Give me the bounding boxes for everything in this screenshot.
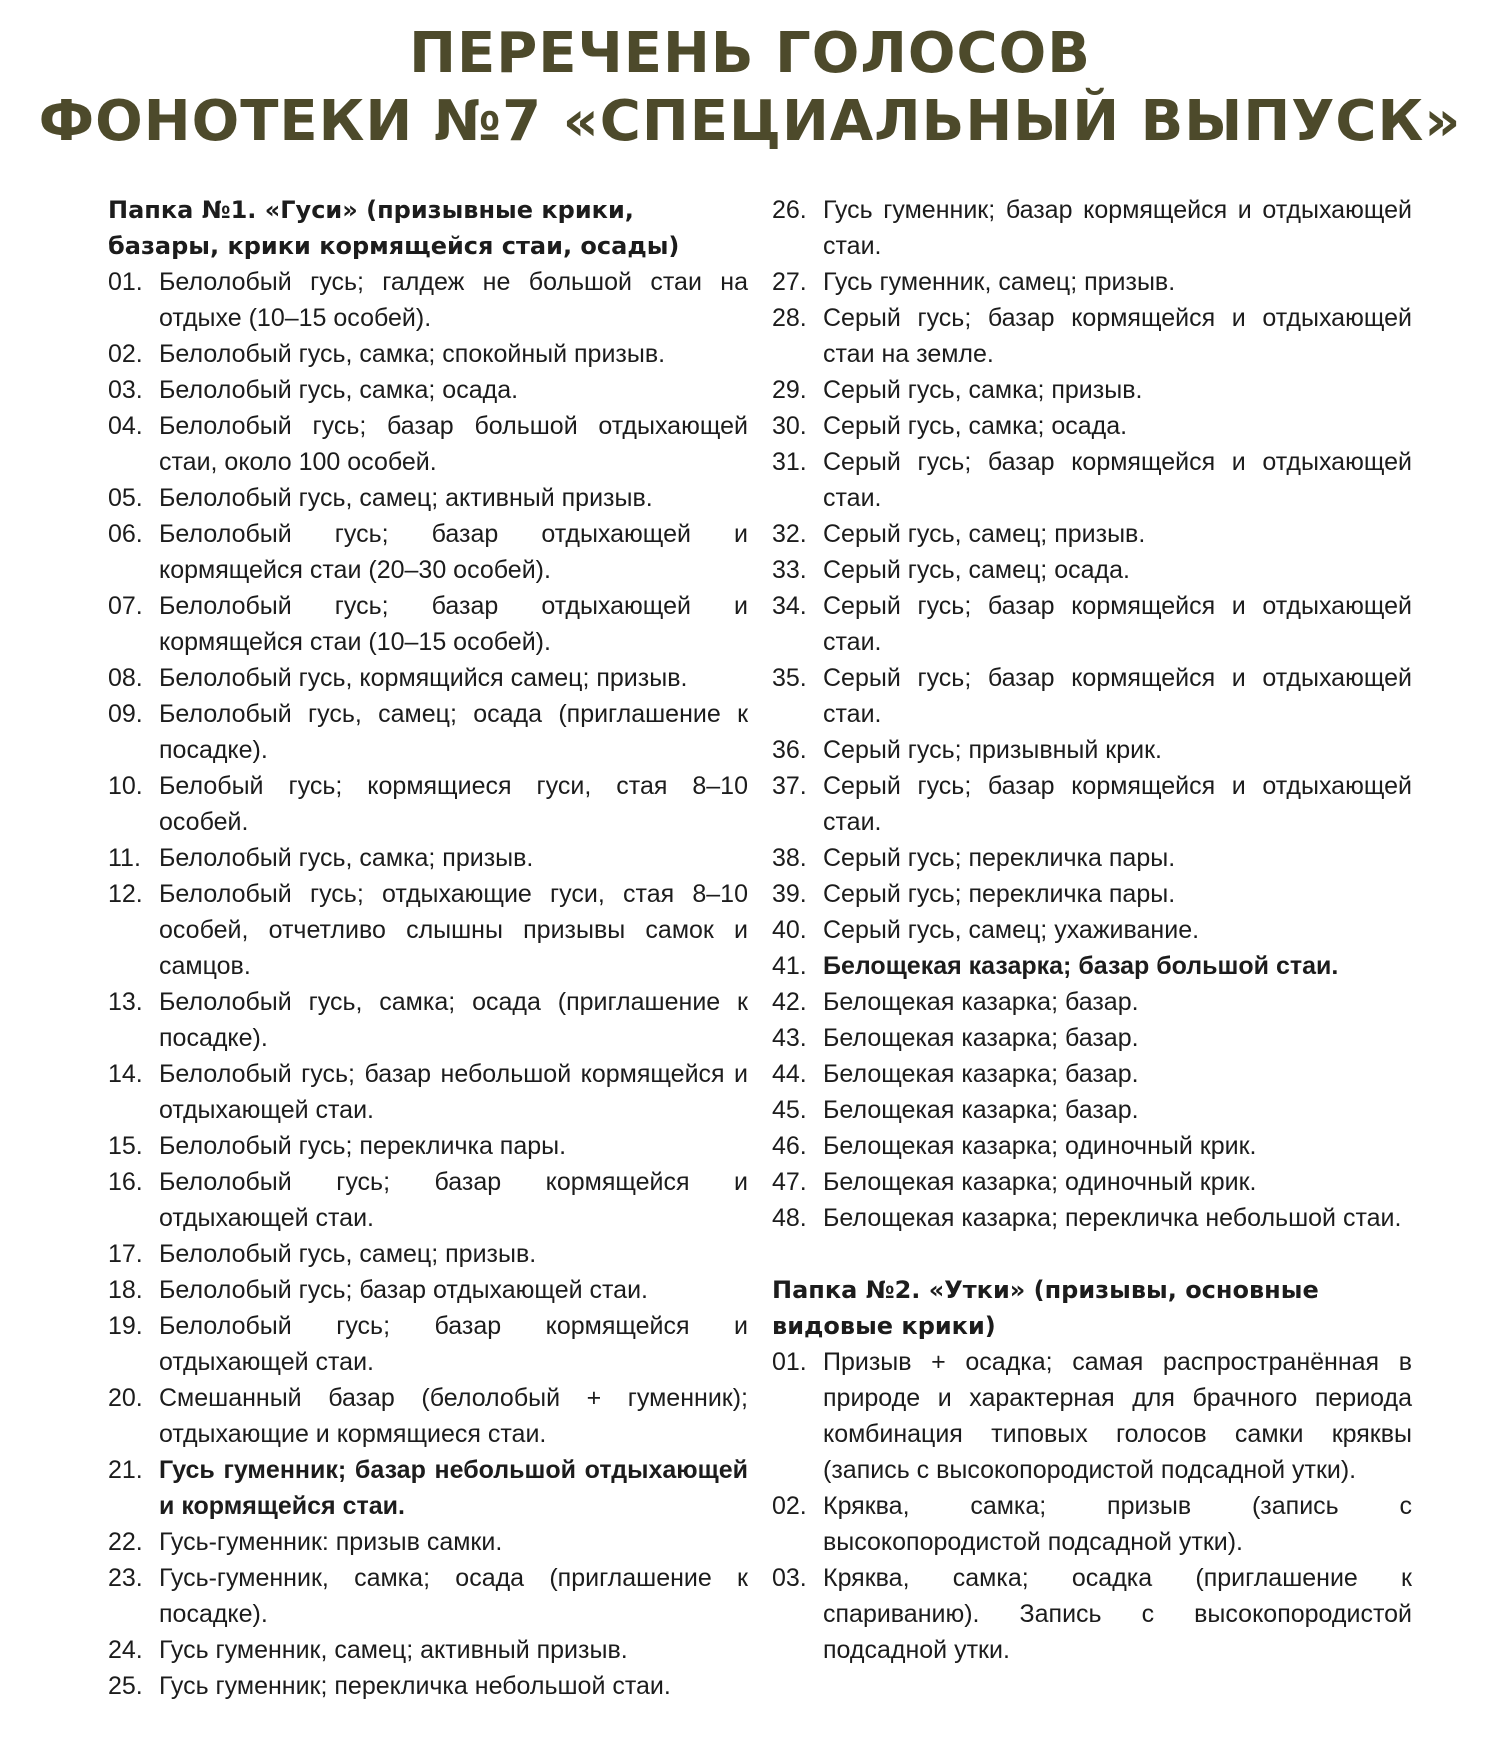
- list-item: [772, 516, 1412, 552]
- item-text: Белолобый гусь; базар кормящейся и отдыхающей стаи.: [159, 1312, 748, 1376]
- list-item: [772, 732, 1412, 768]
- list-item: [108, 768, 748, 840]
- item-number: 43.: [772, 1024, 807, 1052]
- item-text: Белолобый гусь; перекличка пары.: [159, 1132, 567, 1160]
- item-text: Призыв + осадка; самая распространённая в природе и характерная для брачного периода комбинация типовых голосов самки кряквы (запись с высокопородистой подсадной утки).: [823, 1348, 1412, 1484]
- item-text: Белолобый гусь, самка; осада.: [159, 376, 519, 404]
- item-text: Белолобый гусь; отдыхающие гуси, стая 8–10 особей, отчетливо слышны призывы самок и самцов.: [159, 880, 748, 980]
- item-text: Белощекая казарка; одиночный крик.: [823, 1132, 1257, 1160]
- item-text: Серый гусь, самец; осада.: [823, 556, 1130, 584]
- item-text: Серый гусь; базар кормящейся и отдыхающей стаи.: [823, 664, 1412, 728]
- item-number: 41.: [772, 952, 807, 980]
- item-text: Белобый гусь; кормящиеся гуси, стая 8–10 особей.: [159, 772, 748, 836]
- item-number: 29.: [772, 376, 807, 404]
- list-item: [772, 1092, 1412, 1128]
- item-number: 45.: [772, 1096, 807, 1124]
- item-text: Белощекая казарка; базар большой стаи.: [823, 952, 1339, 980]
- list-item: [772, 1164, 1412, 1200]
- item-text: Белолобый гусь; базар отдыхающей и кормящейся стаи (20–30 особей).: [159, 520, 748, 584]
- list-item: [772, 372, 1412, 408]
- list-item: [108, 1128, 748, 1164]
- item-number: 05.: [108, 484, 143, 512]
- list-item: [108, 1164, 748, 1236]
- list-item: [772, 1488, 1412, 1560]
- list-item: [108, 1056, 748, 1128]
- item-text: Белощекая казарка; базар.: [823, 1060, 1139, 1088]
- list-item: [108, 1632, 748, 1668]
- item-number: 02.: [108, 340, 143, 368]
- item-number: 03.: [772, 1564, 807, 1592]
- item-number: 22.: [108, 1528, 143, 1556]
- item-number: 28.: [772, 304, 807, 332]
- item-number: 21.: [108, 1456, 143, 1484]
- item-text: Серый гусь; базар кормящейся и отдыхающей стаи.: [823, 448, 1412, 512]
- item-text: Белолобый гусь; базар небольшой кормящейся и отдыхающей стаи.: [159, 1060, 748, 1124]
- item-text: Серый гусь; базар кормящейся и отдыхающей стаи.: [823, 772, 1412, 836]
- item-number: 12.: [108, 880, 143, 908]
- list-item: [772, 1128, 1412, 1164]
- item-number: 04.: [108, 412, 143, 440]
- item-text: Белощекая казарка; базар.: [823, 1096, 1139, 1124]
- item-number: 23.: [108, 1564, 143, 1592]
- list-item: [772, 444, 1412, 516]
- item-text: Серый гусь, самка; призыв.: [823, 376, 1143, 404]
- item-text: Гусь-гуменник, самка; осада (приглашение к посадке).: [159, 1564, 748, 1628]
- list-item: [772, 660, 1412, 732]
- list-item: [108, 1236, 748, 1272]
- item-number: 03.: [108, 376, 143, 404]
- item-number: 34.: [772, 592, 807, 620]
- item-number: 33.: [772, 556, 807, 584]
- list-item: [772, 1344, 1412, 1488]
- item-text: Белолобый гусь; базар отдыхающей и кормящейся стаи (10–15 особей).: [159, 592, 748, 656]
- item-text: Серый гусь; базар кормящейся и отдыхающей стаи.: [823, 592, 1412, 656]
- list-item: [108, 1308, 748, 1380]
- item-number: 13.: [108, 988, 143, 1016]
- list-item: [772, 192, 1412, 264]
- list-item: [772, 876, 1412, 912]
- item-number: 08.: [108, 664, 143, 692]
- item-text: Белолобый гусь; базар кормящейся и отдыхающей стаи.: [159, 1168, 748, 1232]
- list-item: [772, 984, 1412, 1020]
- item-text: Гусь гуменник; базар небольшой отдыхающей и кормящейся стаи.: [159, 1456, 748, 1520]
- item-number: 17.: [108, 1240, 143, 1268]
- folder-1-list: [108, 264, 748, 1704]
- item-number: 35.: [772, 664, 807, 692]
- item-number: 16.: [108, 1168, 143, 1196]
- item-number: 32.: [772, 520, 807, 548]
- folder-2-heading: Папка №2. «Утки» (призывы, основные видовые крики): [772, 1276, 1319, 1340]
- item-number: 14.: [108, 1060, 143, 1088]
- item-text: Гусь гуменник, самец; призыв.: [823, 268, 1176, 296]
- list-item: [772, 1056, 1412, 1092]
- item-number: 11.: [108, 844, 141, 872]
- item-number: 42.: [772, 988, 807, 1016]
- item-text: Белолобый гусь; базар отдыхающей стаи.: [159, 1276, 649, 1304]
- list-item: [108, 336, 748, 372]
- list-item: [108, 372, 748, 408]
- item-text: Кряква, самка; осадка (приглашение к спариванию). Запись с высокопородистой подсадной утки.: [823, 1564, 1412, 1664]
- item-text: Серый гусь, самка; осада.: [823, 412, 1128, 440]
- item-text: Смешанный базар (белолобый + гуменник); отдыхающие и кормящиеся стаи.: [159, 1384, 748, 1448]
- item-text: Кряква, самка; призыв (запись с высокопородистой подсадной утки).: [823, 1492, 1412, 1556]
- folder-1-list-continued: [772, 192, 1412, 1236]
- item-number: 40.: [772, 916, 807, 944]
- item-number: 39.: [772, 880, 807, 908]
- item-number: 18.: [108, 1276, 143, 1304]
- list-item: [772, 264, 1412, 300]
- left-column: [108, 192, 748, 1704]
- folder-1-heading: Папка №1. «Гуси» (призывные крики, базары, крики кормящейся стаи, осады): [108, 196, 680, 260]
- list-item: [108, 1380, 748, 1452]
- item-number: 27.: [772, 268, 807, 296]
- item-text: Белолобый гусь, самец; призыв.: [159, 1240, 537, 1268]
- item-number: 30.: [772, 412, 807, 440]
- item-text: Серый гусь; призывный крик.: [823, 736, 1162, 764]
- item-text: Белощекая казарка; перекличка небольшой стаи.: [823, 1204, 1402, 1232]
- item-text: Белощекая казарка; базар.: [823, 988, 1139, 1016]
- item-text: Белолобый гусь, самка; спокойный призыв.: [159, 340, 666, 368]
- page-title: [0, 20, 1500, 156]
- right-column: [772, 192, 1412, 1668]
- list-item: [108, 1272, 748, 1308]
- item-text: Белолобый гусь, самка; осада (приглашение к посадке).: [159, 988, 748, 1052]
- list-item: [108, 660, 748, 696]
- list-item: [108, 408, 748, 480]
- folder-2-list: [772, 1344, 1412, 1668]
- item-number: 47.: [772, 1168, 807, 1196]
- item-text: Серый гусь; перекличка пары.: [823, 844, 1176, 872]
- item-text: Белолобый гусь; базар большой отдыхающей стаи, около 100 особей.: [159, 412, 748, 476]
- item-text: Гусь-гуменник: призыв самки.: [159, 1528, 503, 1556]
- list-item: [772, 840, 1412, 876]
- item-text: Белолобый гусь, кормящийся самец; призыв.: [159, 664, 688, 692]
- list-item: [108, 480, 748, 516]
- item-text: Белолобый гусь, самец; осада (приглашение к посадке).: [159, 700, 748, 764]
- item-number: 26.: [772, 196, 807, 224]
- item-text: Гусь гуменник, самец; активный призыв.: [159, 1636, 628, 1664]
- item-text: Гусь гуменник; перекличка небольшой стаи.: [159, 1672, 671, 1700]
- list-item: [108, 1668, 748, 1704]
- list-item: [772, 1020, 1412, 1056]
- item-text: Белощекая казарка; базар.: [823, 1024, 1139, 1052]
- item-text: Белолобый гусь, самец; активный призыв.: [159, 484, 653, 512]
- item-text: Серый гусь, самец; ухаживание.: [823, 916, 1200, 944]
- list-item: [772, 912, 1412, 948]
- item-text: Белощекая казарка; одиночный крик.: [823, 1168, 1257, 1196]
- item-number: 24.: [108, 1636, 143, 1664]
- list-item: [108, 1560, 748, 1632]
- item-number: 01.: [108, 268, 143, 296]
- list-item: [108, 516, 748, 588]
- item-number: 20.: [108, 1384, 143, 1412]
- list-item: [108, 1452, 748, 1524]
- item-number: 09.: [108, 700, 143, 728]
- item-text: Гусь гуменник; базар кормящейся и отдыхающей стаи.: [823, 196, 1412, 260]
- list-item: [772, 1200, 1412, 1236]
- list-item: [108, 984, 748, 1056]
- list-item: [772, 768, 1412, 840]
- item-number: 15.: [108, 1132, 143, 1160]
- item-number: 48.: [772, 1204, 807, 1232]
- item-number: 06.: [108, 520, 143, 548]
- list-item: [108, 696, 748, 768]
- list-item: [108, 264, 748, 336]
- list-item: [772, 300, 1412, 372]
- item-number: 10.: [108, 772, 143, 800]
- item-text: Белолобый гусь; галдеж не большой стаи на отдыхе (10–15 особей).: [159, 268, 748, 332]
- item-number: 38.: [772, 844, 807, 872]
- item-number: 07.: [108, 592, 143, 620]
- item-number: 36.: [772, 736, 807, 764]
- list-item: [772, 1560, 1412, 1668]
- item-number: 25.: [108, 1672, 143, 1700]
- item-number: 44.: [772, 1060, 807, 1088]
- item-text: Серый гусь, самец; призыв.: [823, 520, 1146, 548]
- title-line-2: ФОНОТЕКИ №7 «СПЕЦИАЛЬНЫЙ ВЫПУСК»: [38, 89, 1462, 154]
- title-line-1: ПЕРЕЧЕНЬ ГОЛОСОВ: [409, 21, 1091, 86]
- list-item: [772, 588, 1412, 660]
- item-number: 46.: [772, 1132, 807, 1160]
- list-item: [772, 552, 1412, 588]
- list-item: [108, 876, 748, 984]
- item-number: 01.: [772, 1348, 807, 1376]
- item-number: 31.: [772, 448, 807, 476]
- list-item: [108, 1524, 748, 1560]
- item-number: 02.: [772, 1492, 807, 1520]
- item-text: Белолобый гусь, самка; призыв.: [159, 844, 534, 872]
- item-number: 19.: [108, 1312, 143, 1340]
- list-item: [108, 840, 748, 876]
- list-item: [772, 408, 1412, 444]
- item-text: Серый гусь; перекличка пары.: [823, 880, 1176, 908]
- list-item: [108, 588, 748, 660]
- list-item: [772, 948, 1412, 984]
- item-number: 37.: [772, 772, 807, 800]
- item-text: Серый гусь; базар кормящейся и отдыхающей стаи на земле.: [823, 304, 1412, 368]
